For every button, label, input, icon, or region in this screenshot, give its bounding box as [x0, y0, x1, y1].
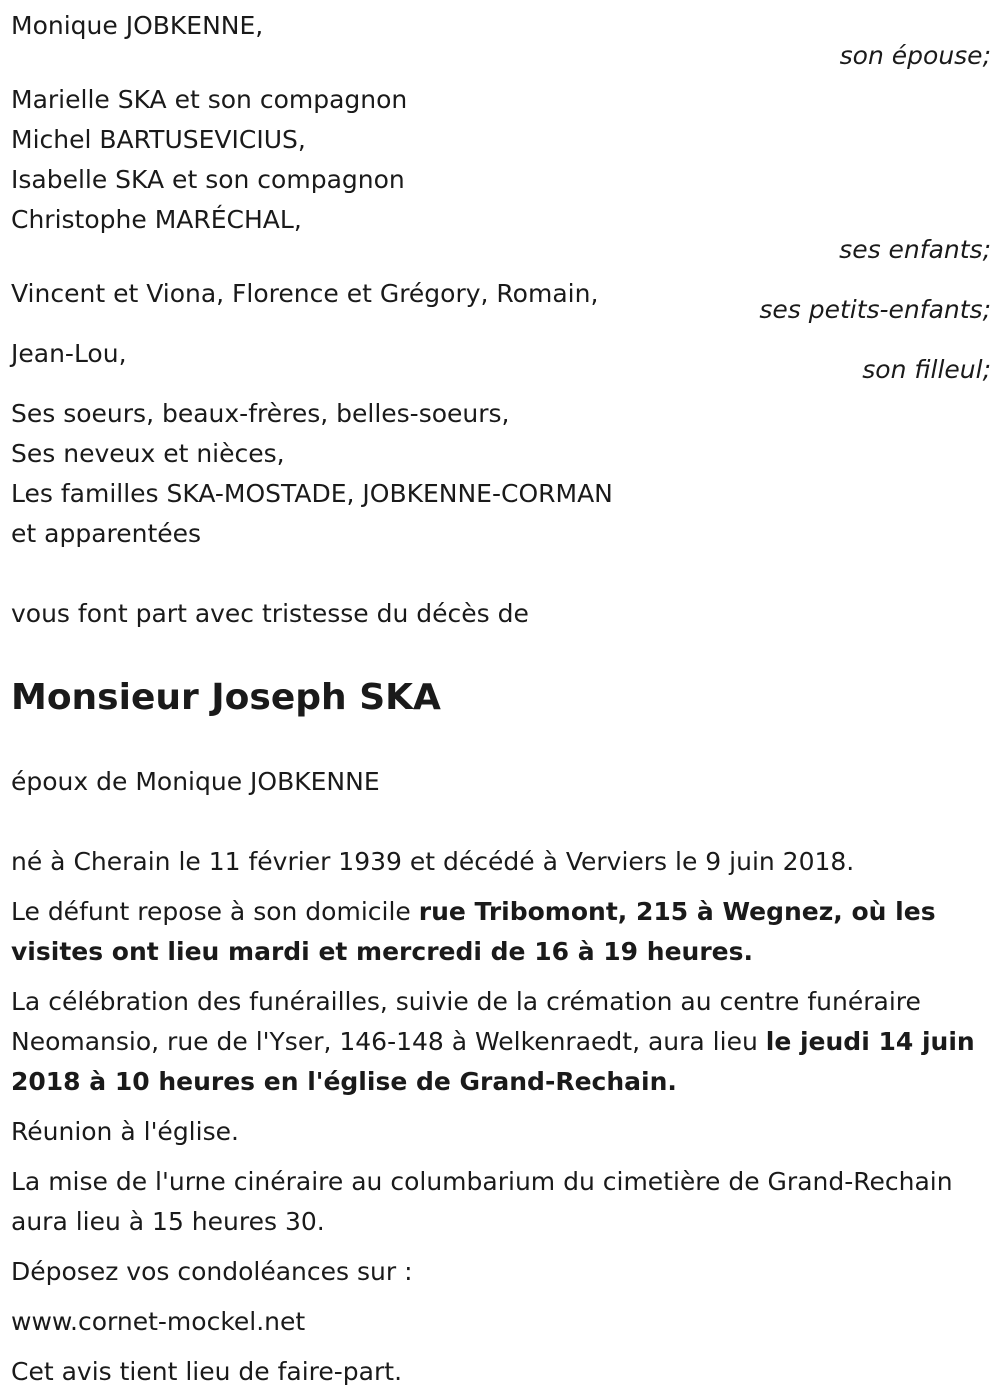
family-line: Christophe MARÉCHAL, [11, 205, 302, 234]
relation-label: son épouse; [839, 41, 991, 70]
birth-death-line: né à Cherain le 11 février 1939 et décédé à Verviers le 9 juin 2018. [11, 847, 855, 876]
family-group-grandchildren [11, 274, 991, 324]
family-line: et apparentées [11, 519, 202, 548]
repose-text: Le défunt repose à son domicile [11, 897, 419, 926]
relation-label: son filleul; [862, 355, 991, 384]
urn-paragraph: La mise de l'urne cinéraire au columbarium du cimetière de Grand-Rechain aura lieu à 15 heures 30. [11, 1167, 953, 1236]
funeral-paragraph [11, 982, 991, 1102]
repose-paragraph [11, 892, 991, 972]
relation-label: ses petits-enfants; [759, 295, 991, 324]
family-line: Jean-Lou, [11, 339, 127, 368]
funeral-date-place: le jeudi 14 juin 2018 à 10 heures en l'église de Grand-Rechain. [11, 1027, 975, 1096]
family-line: Marielle SKA et son compagnon [11, 85, 408, 114]
family-line: Ses soeurs, beaux-frères, belles-soeurs, [11, 399, 510, 428]
obituary-notice [11, 6, 991, 1392]
family-line: Les familles SKA-MOSTADE, JOBKENNE-CORMAN [11, 479, 613, 508]
deceased-name: Monsieur Joseph SKA [11, 677, 441, 718]
condolences-label: Déposez vos condoléances sur : [11, 1257, 413, 1286]
family-line: Vincent et Viona, Florence et Grégory, Romain, [11, 279, 599, 308]
spouse-line: époux de Monique JOBKENNE [11, 767, 380, 796]
family-group-spouse [11, 6, 991, 70]
closing-line: Cet avis tient lieu de faire-part. [11, 1357, 403, 1386]
family-line: Ses neveux et nièces, [11, 439, 285, 468]
family-group-children [11, 80, 991, 264]
family-group-godson [11, 334, 991, 384]
family-line: Michel BARTUSEVICIUS, [11, 125, 306, 154]
family-group-others [11, 394, 991, 554]
relation-label: ses enfants; [839, 235, 991, 264]
family-line: Monique JOBKENNE, [11, 11, 264, 40]
repose-address: rue Tribomont, 215 à Wegnez, où les visites ont lieu mardi et mercredi de 16 à 19 heures. [11, 897, 936, 966]
funeral-text: La célébration des funérailles, suivie de la crémation au centre funéraire Neomansio, rue de l'Yser, 146-148 à Welkenraedt, aura lieu [11, 987, 921, 1056]
family-line: Isabelle SKA et son compagnon [11, 165, 405, 194]
reunion-line: Réunion à l'église. [11, 1117, 239, 1146]
website-link[interactable]: www.cornet-mockel.net [11, 1307, 306, 1336]
announcement-text: vous font part avec tristesse du décès de [11, 599, 529, 628]
